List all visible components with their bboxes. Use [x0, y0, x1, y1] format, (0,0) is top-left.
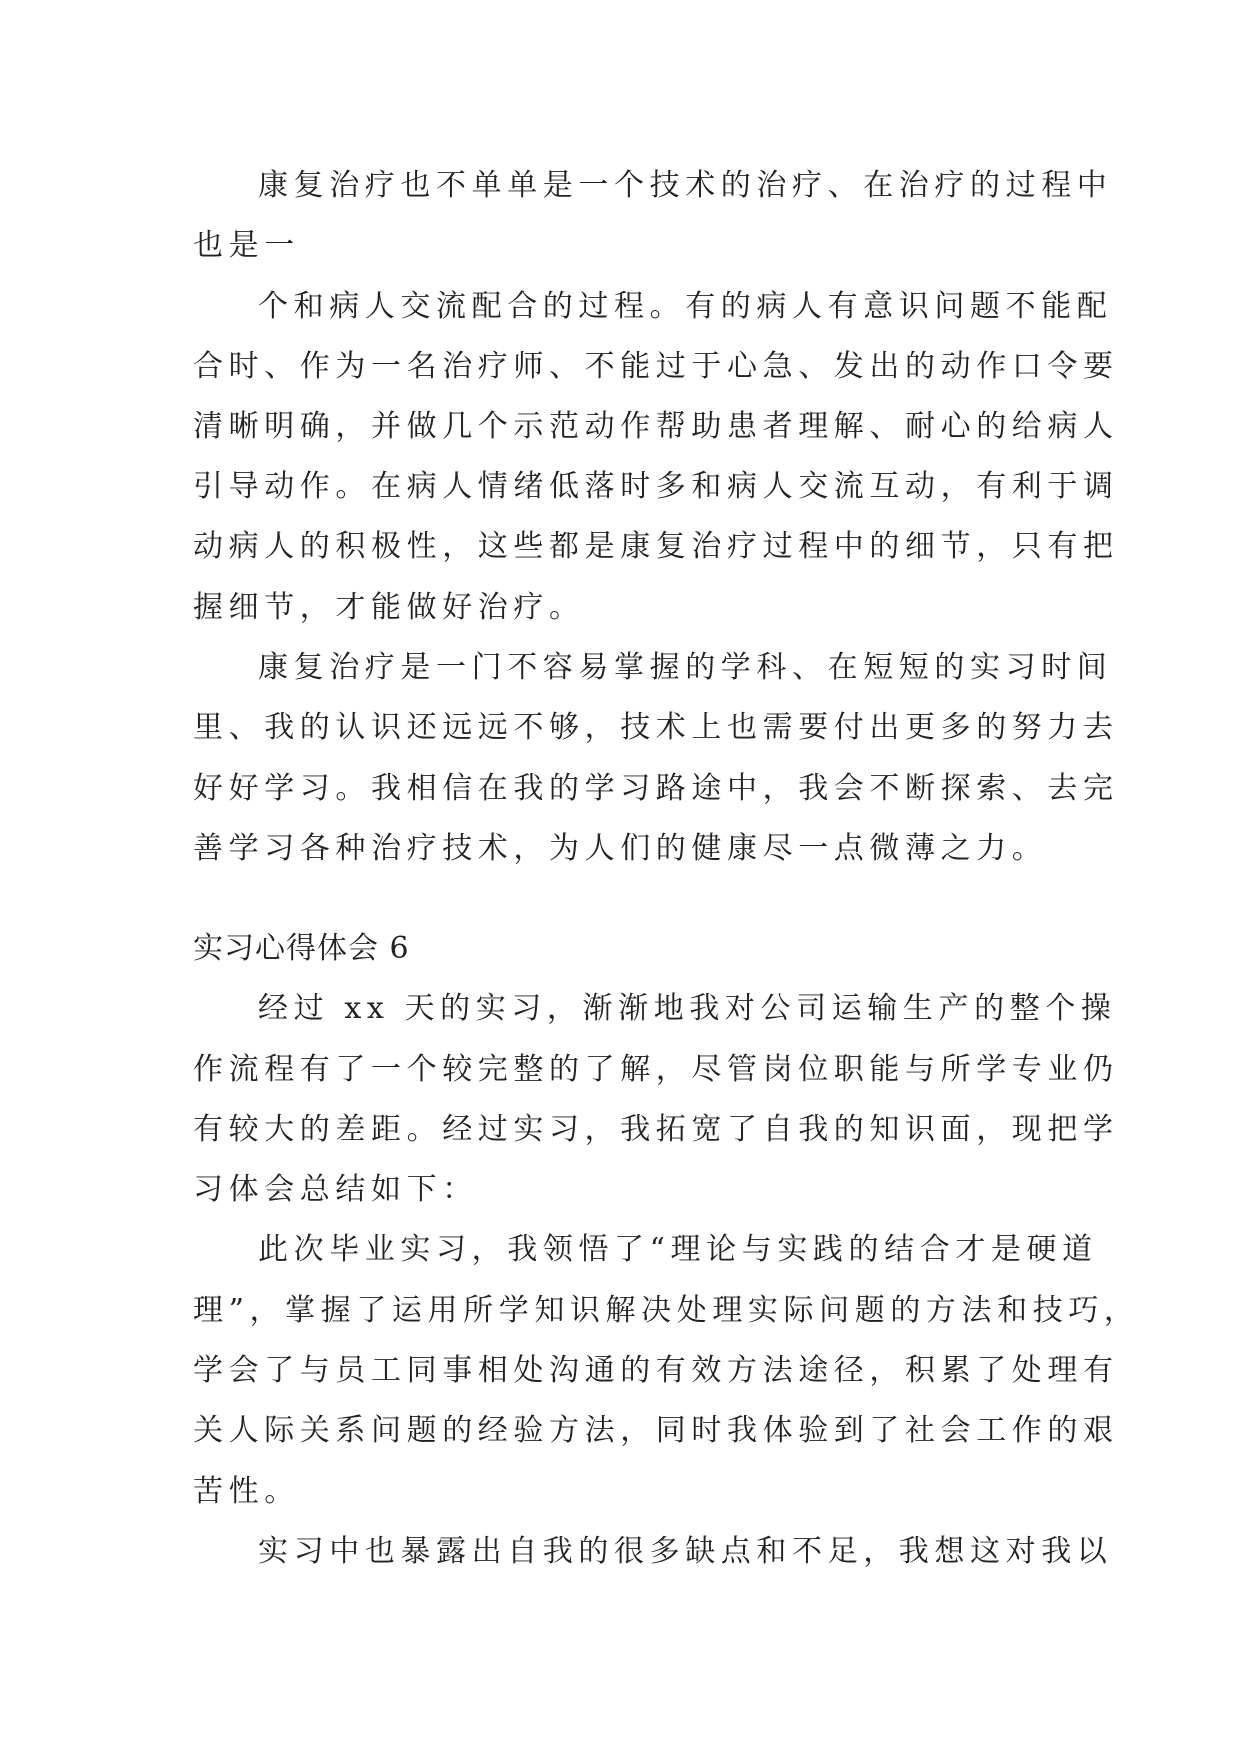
paragraph-line: 习体会总结如下： [193, 1172, 478, 1207]
paragraph-line: 好好学习。我相信在我的学习路途中，我会不断探索、去完 [193, 771, 1119, 806]
paragraph-line: 引导动作。在病人情绪低落时多和病人交流互动，有利于调 [193, 469, 1119, 504]
paragraph-line: 善学习各种治疗技术，为人们的健康尽一点微薄之力。 [193, 831, 1048, 866]
paragraph-line: 理”，掌握了运用所学知识解决处理实际问题的方法和技巧， [193, 1293, 1140, 1328]
paragraph-line: 里、我的认识还远远不够，技术上也需要付出更多的努力去 [193, 710, 1119, 745]
paragraph-line: 握细节，才能做好治疗。 [193, 590, 585, 625]
paragraph-line: 学会了与员工同事相处沟通的有效方法途径，积累了处理有 [193, 1353, 1119, 1388]
paragraph-line: 苦性。 [193, 1474, 300, 1509]
paragraph-line: 合时、作为一名治疗师、不能过于心急、发出的动作口令要 [193, 349, 1119, 384]
paragraph-line: 关人际关系问题的经验方法，同时我体验到了社会工作的艰 [193, 1413, 1119, 1448]
paragraph-line: 康复治疗也不单单是一个技术的治疗、在治疗的过程中 [258, 168, 1113, 203]
paragraph-line: 清晰明确，并做几个示范动作帮助患者理解、耐心的给病人 [193, 409, 1119, 444]
paragraph-line: 个和病人交流配合的过程。有的病人有意识问题不能配 [258, 289, 1113, 324]
section-heading: 实习心得体会 6 [193, 931, 410, 966]
paragraph-line: 作流程有了一个较完整的了解，尽管岗位职能与所学专业仍 [193, 1052, 1119, 1087]
paragraph-line: 也是一 [193, 228, 300, 263]
paragraph-line: 实习中也暴露出自我的很多缺点和不足，我想这对我以 [258, 1534, 1113, 1569]
paragraph-line: 康复治疗是一门不容易掌握的学科、在短短的实习时间 [258, 650, 1113, 685]
paragraph-line: 动病人的积极性，这些都是康复治疗过程中的细节，只有把 [193, 529, 1119, 564]
paragraph-line: 经过 xx 天的实习，渐渐地我对公司运输生产的整个操 [258, 991, 1117, 1026]
paragraph-line: 有较大的差距。经过实习，我拓宽了自我的知识面，现把学 [193, 1112, 1119, 1147]
paragraph-line: 此次毕业实习，我领悟了“理论与实践的结合才是硬道 [258, 1232, 1098, 1267]
